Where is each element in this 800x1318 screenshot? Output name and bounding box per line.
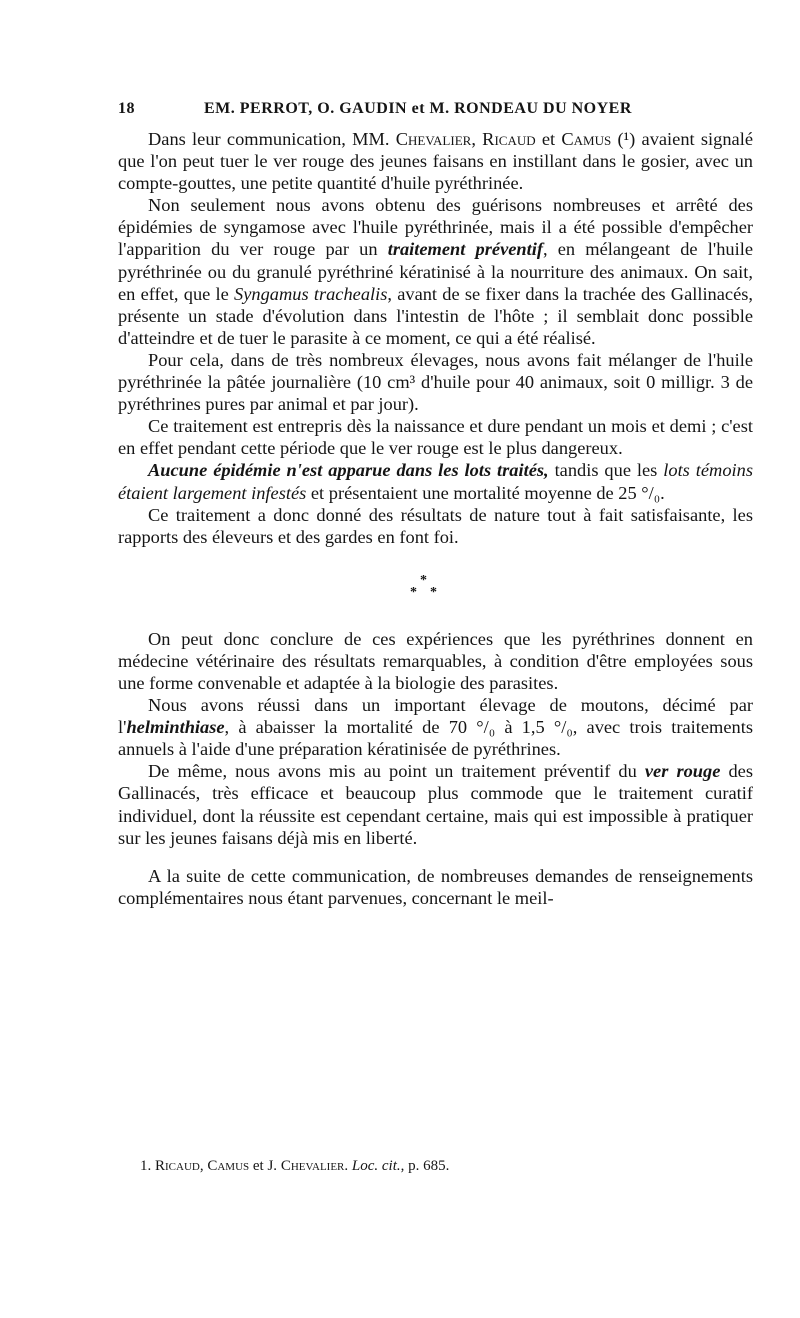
asterisk: * <box>430 584 437 600</box>
citation-abbrev: Loc. cit. <box>351 1158 401 1174</box>
paragraph-10: A la suite de cette communication, de nombreuses demandes de renseignements complémentaires nous étant parvenues, concernant le meil- <box>118 865 753 908</box>
page-number: 18 <box>118 100 135 117</box>
paragraph-9: De même, nous avons mis au point un traitement préventif du ver rouge des Gallinacés, très efficace et beaucoup plus commode que le traitement curatif individuel, dont la réussite est cependant certaine, mais qui est impossible à pratiquer sur les jeunes faisans déjà mis en liberté. <box>118 761 753 848</box>
emphasis: helminthiase <box>126 717 225 738</box>
species-name: Syngamus trachealis <box>234 283 388 304</box>
paragraph-gap <box>118 849 753 865</box>
paragraph-3: Pour cela, dans de très nombreux élevages, nous avons fait mélanger de l'huile pyréthrinée la pâtée journalière (10 cm³ d'huile pour 40 animaux, soit 0 milligr. 3 de pyréthrines pures par animal et par jour). <box>118 349 753 415</box>
asterism-separator <box>118 548 753 628</box>
paragraph-8: Nous avons réussi dans un important élevage de moutons, décimé par l'helminthiase, à abaisser la mortalité de 70 °/₀ à 1,5 °/₀, avec trois traitements annuels à l'aide d'une préparation kératinisée de pyréthrines. <box>118 695 753 760</box>
body-text <box>118 128 753 909</box>
author-name: Chevalier <box>280 1158 345 1174</box>
emphasis: traitement préventif <box>387 239 543 260</box>
author-name: Ricaud <box>482 129 536 149</box>
footnote-number: 1. <box>140 1158 152 1174</box>
paragraph-7: On peut donc conclure de ces expériences que les pyréthrines donnent en médecine vétérinaire des résultats remarquables, à condition d'être employées sous une forme convenable et adaptée à la biologie des parasites. <box>118 628 753 693</box>
author-name: Ricaud <box>155 1158 200 1174</box>
paragraph-2: Non seulement nous avons obtenu des guérisons nombreuses et arrêté des épidémies de syngamose avec l'huile pyréthrinée, mais il a été possible d'empêcher l'apparition du ver rouge par un traitement préventif, en mélangeant de l'huile pyréthrinée ou du granulé pyréthriné kératinisé à la nourriture des animaux. On sait, en effet, que le Syngamus trachealis, avant de se fixer dans la trachée des Gallinacés, présente un stade d'évolution dans l'intestin de l'hôte ; il semblait donc possible d'atteindre et de tuer le parasite à ce moment, ce qui a été réalisé. <box>118 195 753 348</box>
footnote: 1. Ricaud, Camus et J. Chevalier. Loc. cit., p. 685. <box>140 1158 450 1174</box>
author-name: Camus <box>561 129 612 149</box>
author-name: Camus <box>207 1158 250 1174</box>
emphasis: Aucune épidémie n'est apparue dans les lots traités, <box>148 460 549 481</box>
paragraph-1: Dans leur communication, MM. Chevalier, Ricaud et Camus (¹) avaient signalé que l'on peut tuer le ver rouge des jeunes faisans en instillant dans le gosier, avec un compte-gouttes, une petite quantité d'huile pyréthrinée. <box>118 129 753 194</box>
asterisk: * <box>420 572 427 588</box>
emphasis: ver rouge <box>644 761 721 782</box>
author-name: Chevalier <box>395 129 472 149</box>
paragraph-5: Aucune épidémie n'est apparue dans les lots traités, tandis que les lots témoins étaient largement infestés et présentaient une mortalité moyenne de 25 °/₀. <box>118 460 753 503</box>
emphasis: lots témoins étaient largement infestés <box>118 460 753 503</box>
paragraph-6: Ce traitement a donc donné des résultats de nature tout à fait satisfaisante, les rapports des éleveurs et des gardes en font foi. <box>118 504 753 547</box>
running-title: EM. PERROT, O. GAUDIN et M. RONDEAU DU NOYER <box>204 100 632 117</box>
paragraph-4: Ce traitement est entrepris dès la naissance et dure pendant un mois et demi ; c'est en effet pendant cette période que le ver rouge est le plus dangereux. <box>118 416 753 459</box>
page-header <box>118 100 758 118</box>
asterisk: * <box>410 584 417 600</box>
